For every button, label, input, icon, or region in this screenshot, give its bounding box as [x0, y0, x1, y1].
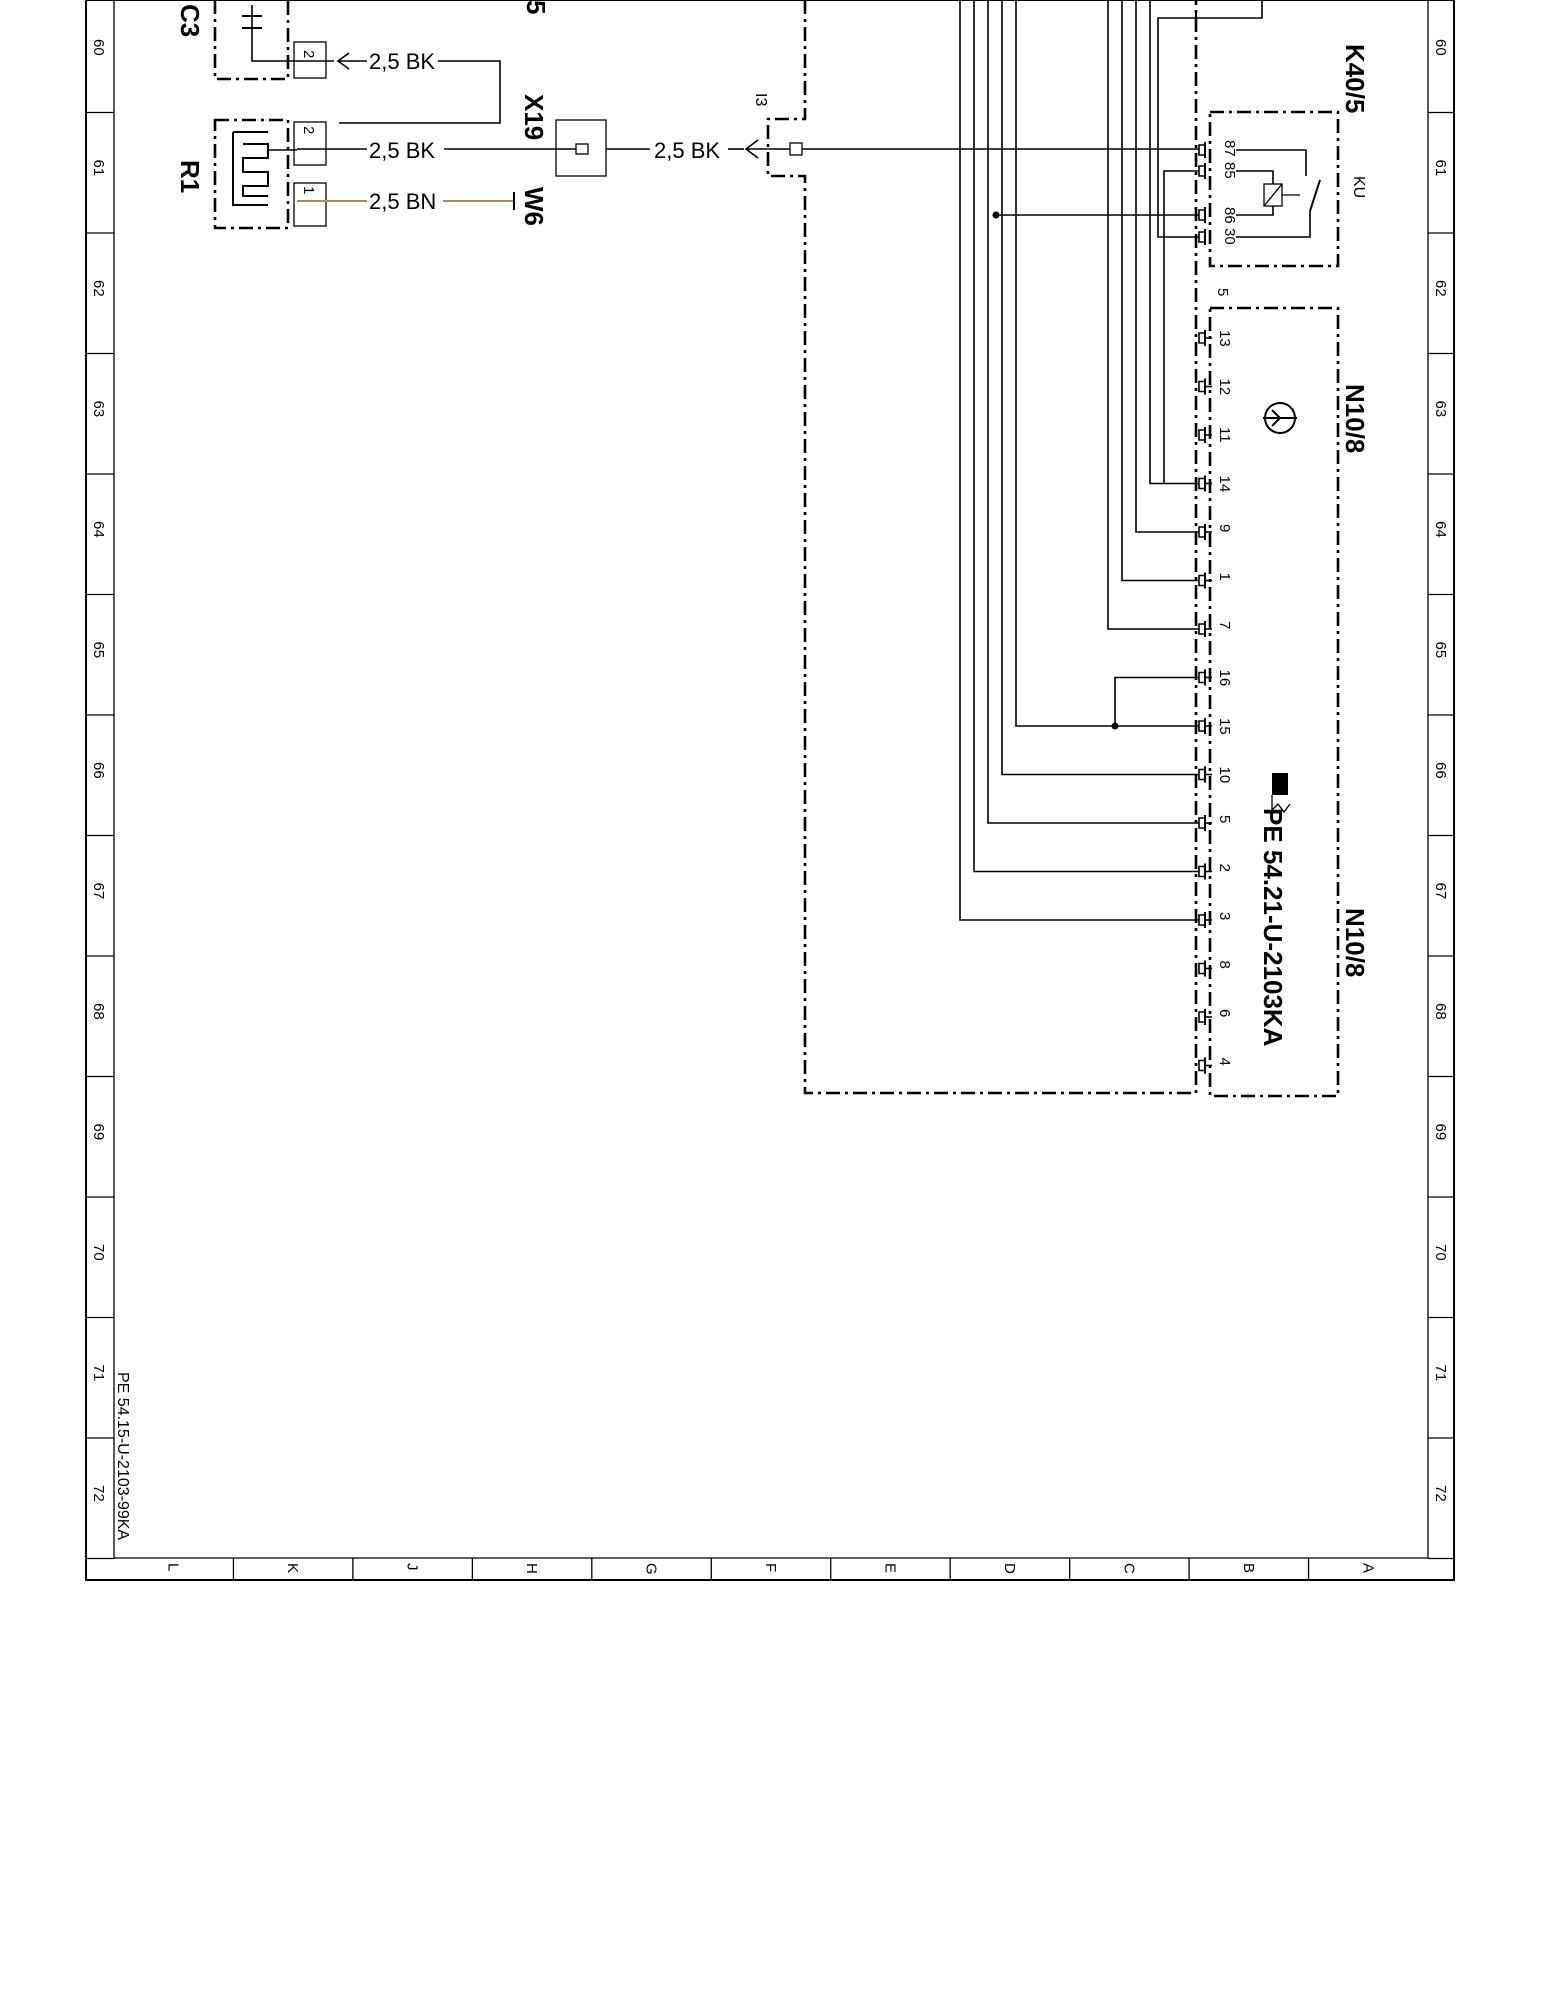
n10-pin-label: 11	[1216, 427, 1233, 443]
r1-pin2-wire-label: 2,5 BK	[369, 138, 436, 163]
row-label-right: 61	[1432, 159, 1449, 177]
k40-pin-30: 30	[1221, 228, 1238, 245]
c3-lead-bottom	[252, 34, 297, 61]
row-label-left: 62	[90, 280, 107, 297]
n10-pin-label: 12	[1216, 378, 1233, 396]
i3-pin	[790, 143, 802, 155]
n10-pin-label: 2	[1216, 863, 1233, 872]
column-label: C	[1120, 1563, 1138, 1574]
splice-dot	[993, 212, 1000, 219]
row-label-left: 68	[90, 1003, 107, 1020]
r1-pin-top-label: 2	[300, 126, 317, 135]
k40-pin-87: 87	[1221, 140, 1238, 157]
c3-terminal-box	[294, 42, 326, 78]
partial-component-label: 5	[521, 0, 551, 15]
harness-wire	[974, 0, 1199, 872]
row-label-left: 61	[90, 159, 107, 177]
row-label-left: 70	[90, 1244, 107, 1261]
row-label-right: 72	[1432, 1485, 1449, 1502]
n10-pin-label: 7	[1216, 621, 1233, 630]
column-label: B	[1239, 1563, 1257, 1574]
relay-30-wire	[1158, 0, 1262, 237]
row-label-right: 62	[1432, 280, 1449, 297]
x19-body	[556, 120, 606, 176]
n10-pin-label: 16	[1216, 669, 1233, 687]
n10-pin-label: 15	[1216, 718, 1233, 735]
row-label-left: 64	[90, 521, 107, 538]
harness-wire	[1002, 0, 1199, 775]
r1-pin1-wire-label: 2,5 BN	[369, 189, 437, 214]
row-label-left: 60	[90, 39, 107, 56]
column-ruler-labels	[165, 1563, 1377, 1575]
row-label-right: 66	[1432, 762, 1449, 779]
x19-pin	[576, 144, 588, 154]
k40-label: K40/5	[1340, 44, 1370, 114]
k40-pin-row	[1199, 142, 1205, 245]
c3-pin-label: 2	[300, 50, 317, 59]
column-label: E	[881, 1563, 899, 1574]
pointing-hand-icon	[1272, 773, 1290, 812]
n10-pin-label: 8	[1216, 960, 1233, 969]
r1-housing	[215, 120, 288, 228]
wiring-harness	[802, 0, 1262, 920]
row-label-right: 69	[1432, 1123, 1449, 1141]
wire-r1-to-x19	[297, 138, 576, 163]
harness-wire	[1122, 0, 1199, 581]
relay-line-85	[1236, 171, 1273, 184]
harness-wire	[960, 0, 1199, 920]
column-label: F	[762, 1563, 779, 1573]
module-n10-8	[1210, 288, 1370, 1096]
relay-k40-5	[1210, 44, 1370, 266]
relay-switch-contact-icon	[1310, 180, 1320, 211]
n10-start-pin: 5	[1214, 288, 1231, 297]
wire-r1-to-w6	[297, 187, 549, 226]
n10-pin-label: 1	[1216, 572, 1233, 581]
capacitor-c3	[175, 0, 326, 79]
x19-label: X19	[519, 94, 549, 141]
column-label: L	[164, 1563, 182, 1572]
row-label-left: 72	[90, 1485, 107, 1502]
r1-pin-bottom-label: 1	[300, 186, 317, 195]
connector-x19	[519, 94, 606, 176]
relay-line-87	[1236, 150, 1306, 176]
n10-pin-label: 14	[1216, 475, 1233, 493]
k40-pin-86: 86	[1221, 207, 1238, 224]
x19-wire-label: 2,5 BK	[654, 138, 721, 163]
w6-label: W6	[519, 187, 549, 226]
harness-wire	[988, 0, 1199, 823]
wire-x19-to-i3	[606, 138, 790, 163]
row-ruler-labels	[90, 39, 1449, 1502]
harness-wire	[1136, 0, 1199, 532]
coil-diagonal	[1264, 184, 1282, 206]
n10-pin-label: 10	[1216, 766, 1233, 784]
k40-tag: KU	[1350, 176, 1367, 199]
row-ruler-ticks	[86, 113, 1454, 1559]
column-label: H	[523, 1563, 541, 1574]
wire-c3-to-r1	[297, 49, 500, 123]
row-label-left: 65	[90, 641, 107, 659]
n10-label-bottom: N10/8	[1340, 908, 1370, 978]
n10-label-top: N10/8	[1340, 384, 1370, 454]
row-label-right: 60	[1432, 39, 1449, 56]
row-label-left: 71	[90, 1364, 107, 1382]
row-label-right: 68	[1432, 1003, 1449, 1020]
n10-pin-row	[1199, 330, 1233, 1074]
relay-line-86	[1236, 206, 1273, 215]
relay-85-to-pin14	[1164, 171, 1199, 484]
row-label-right: 71	[1432, 1364, 1449, 1382]
splice-dot	[1112, 723, 1119, 730]
r1-label: R1	[175, 160, 205, 194]
footer-reference: PE 54.15-U-2103-99KA	[114, 1372, 131, 1541]
pump-motor-icon	[1263, 403, 1297, 433]
row-label-right: 65	[1432, 641, 1449, 659]
n10-pin-label: 4	[1216, 1057, 1233, 1066]
row-label-left: 66	[90, 762, 107, 779]
n10-pin-label: 3	[1216, 912, 1233, 921]
n10-pin-label: 5	[1216, 815, 1233, 824]
k40-pin-85: 85	[1221, 162, 1238, 179]
heater-r1	[175, 120, 326, 228]
column-label: D	[1000, 1563, 1018, 1574]
column-label: K	[284, 1563, 302, 1574]
n10-pin-label: 9	[1216, 524, 1233, 533]
i3-label: I3	[752, 93, 769, 107]
n10-pin-label: 13	[1216, 330, 1233, 347]
bridge-wire-16-15	[1115, 678, 1199, 727]
column-label: A	[1359, 1563, 1377, 1574]
row-label-right: 67	[1432, 882, 1449, 900]
heater-element-icon	[233, 132, 268, 205]
row-label-left: 63	[90, 400, 107, 418]
row-label-right: 63	[1432, 400, 1449, 418]
column-label: J	[403, 1563, 421, 1571]
row-label-left: 67	[90, 882, 107, 900]
row-label-right: 64	[1432, 521, 1449, 538]
column-label: G	[642, 1563, 660, 1575]
n10-reference: PE 54.21-U-2103KA	[1258, 808, 1288, 1047]
c3-wire-label: 2,5 BK	[369, 49, 436, 74]
n10-pin-label: 6	[1216, 1009, 1233, 1018]
row-label-left: 69	[90, 1123, 107, 1141]
i3-housing	[768, 0, 1196, 1093]
c3-label: C3	[175, 4, 205, 38]
row-label-right: 70	[1432, 1244, 1449, 1261]
